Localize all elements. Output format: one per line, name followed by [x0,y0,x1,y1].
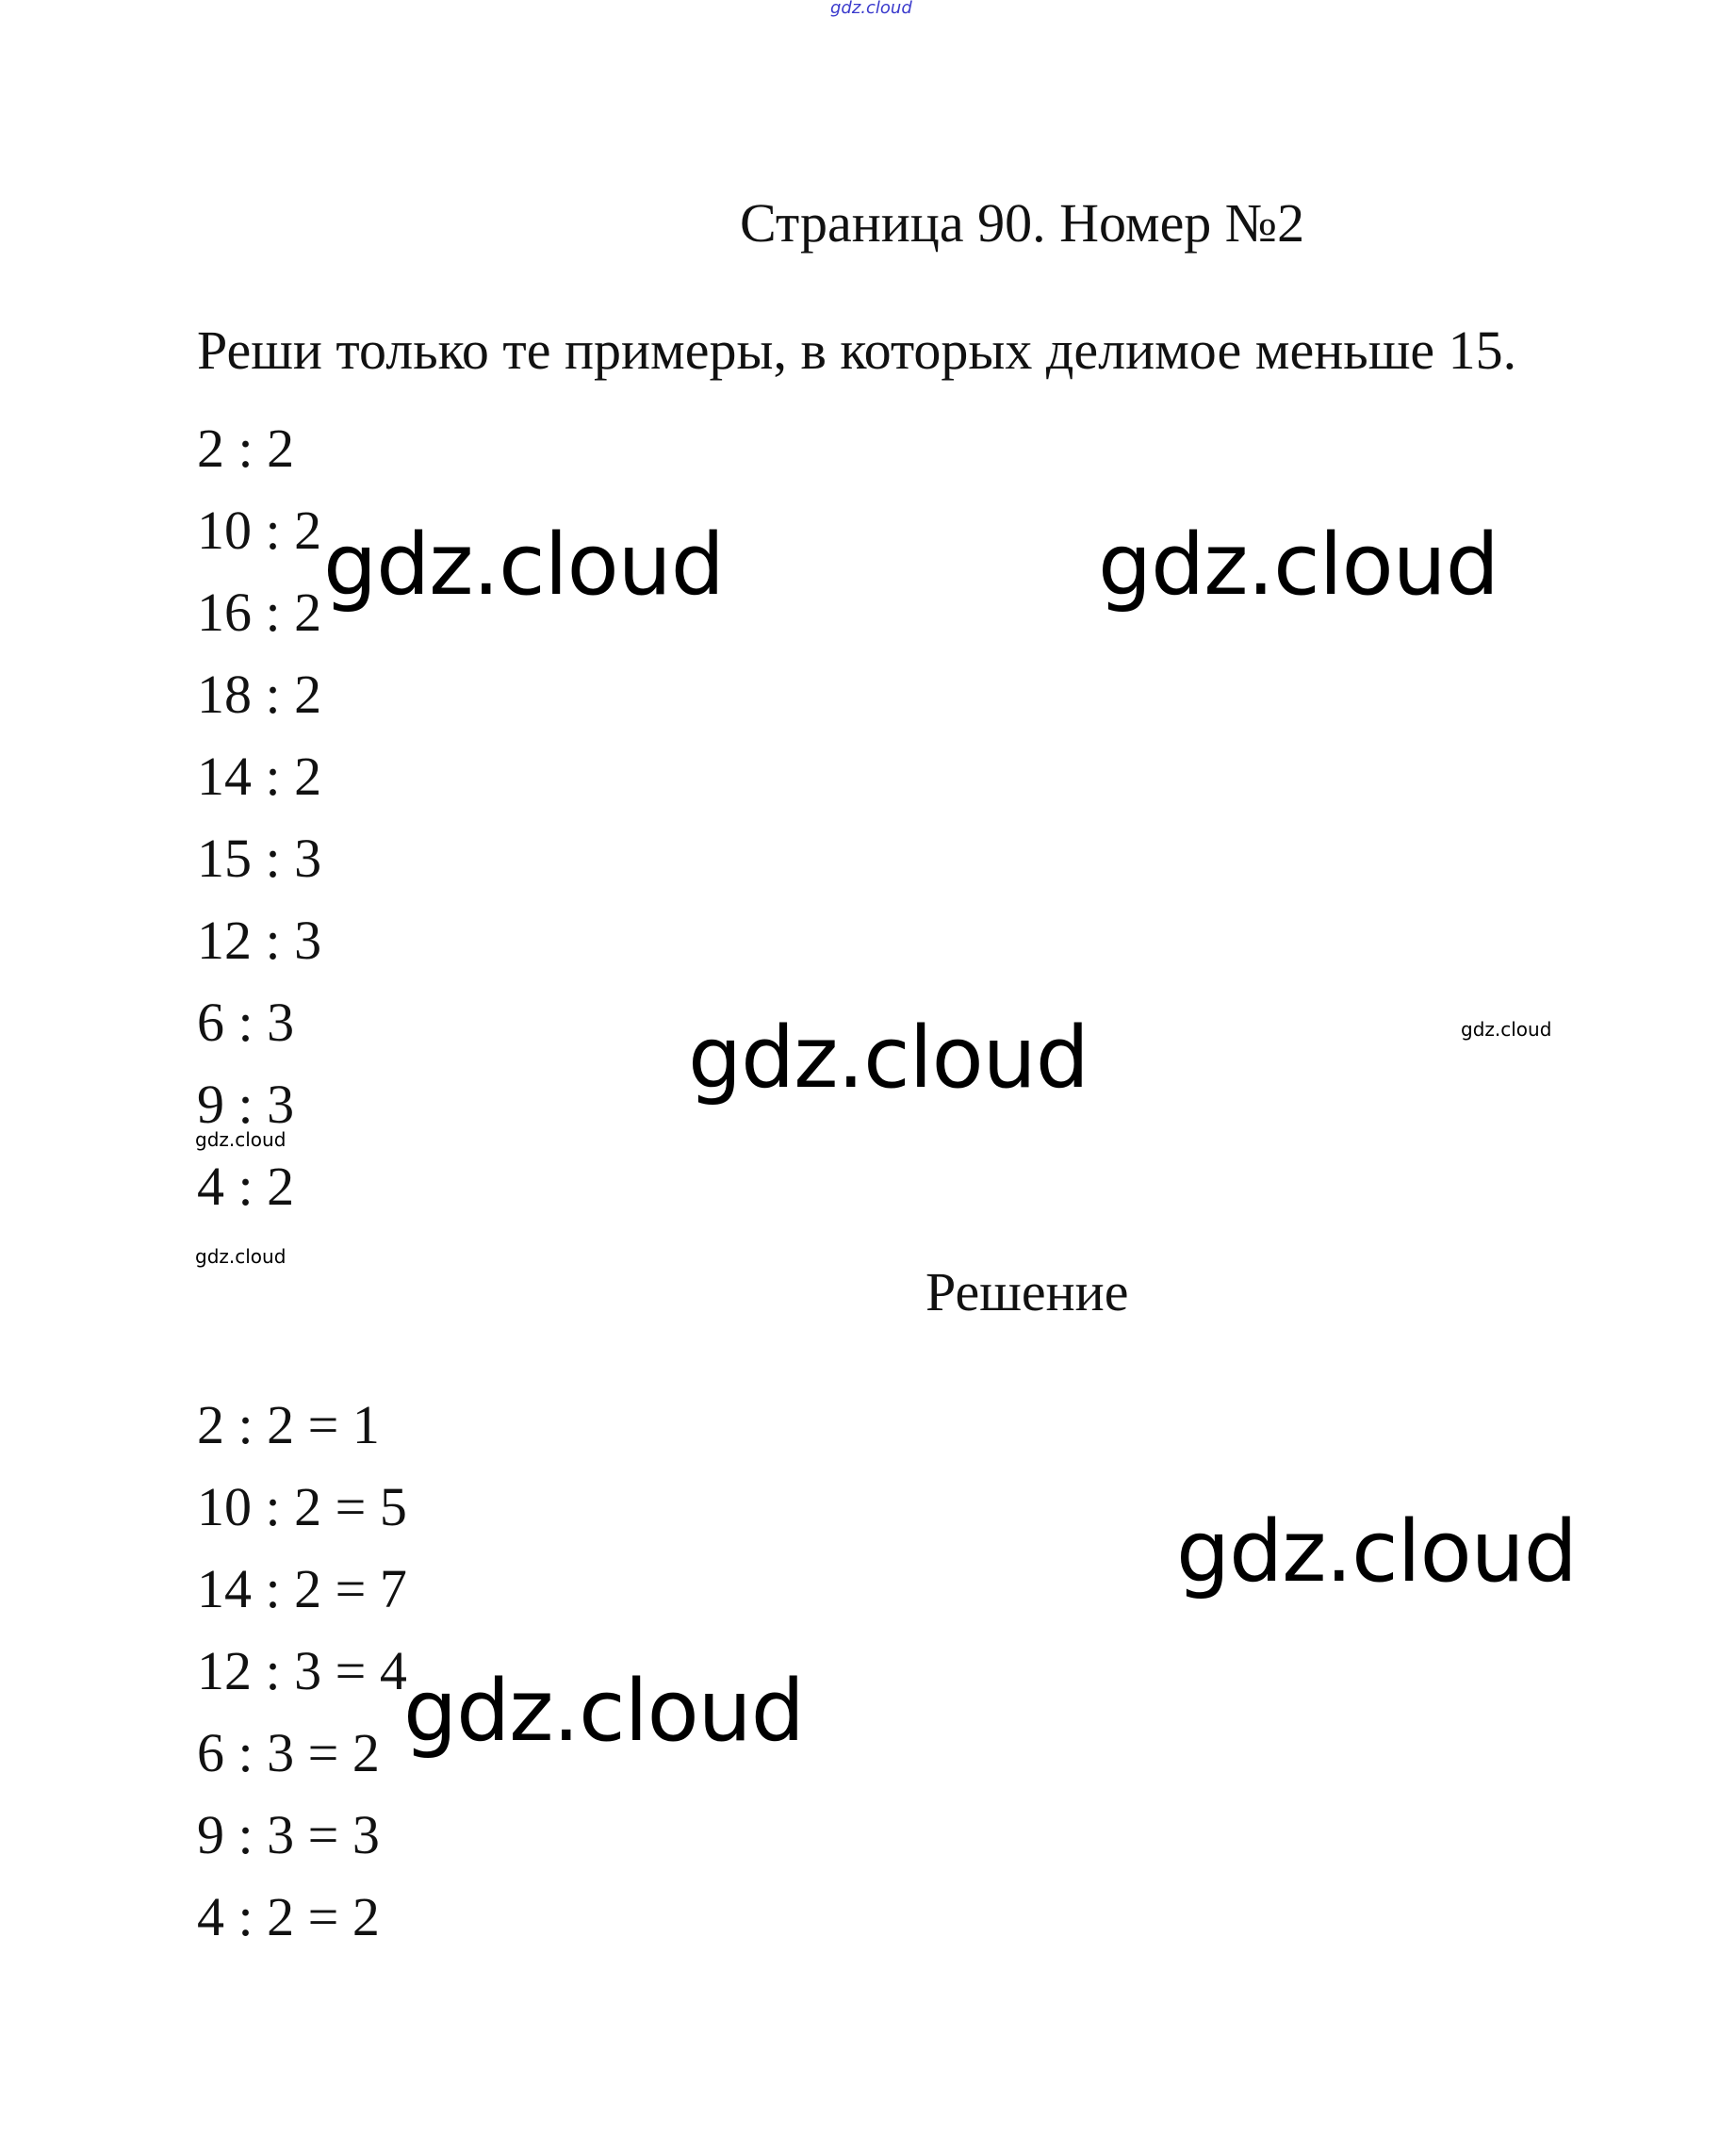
answer-item: 14 : 2 = 7 [197,1558,407,1619]
answer-item: 10 : 2 = 5 [197,1476,407,1537]
expression-item: 15 : 3 [197,828,322,889]
answer-item: 2 : 2 = 1 [197,1394,380,1455]
watermark: gdz.cloud [1176,1502,1577,1601]
watermark-top: gdz.cloud [830,0,912,18]
expression-item: 14 : 2 [197,746,322,807]
answer-item: 6 : 3 = 2 [197,1722,380,1783]
page-title: Страница 90. Номер №2 [740,192,1305,254]
watermark: gdz.cloud [1461,1018,1552,1041]
expression-item: 18 : 2 [197,664,322,725]
answer-list [197,1384,407,1958]
expression-item: 12 : 3 [197,910,322,971]
expression-item: 2 : 2 [197,418,295,479]
expression-item: 9 : 3 [197,1074,295,1135]
answer-item: 12 : 3 = 4 [197,1640,407,1701]
watermark: gdz.cloud [323,516,724,615]
watermark: gdz.cloud [195,1245,287,1268]
expression-item: 16 : 2 [197,582,322,643]
answer-item: 9 : 3 = 3 [197,1804,380,1865]
expression-list [197,407,321,1227]
watermark: gdz.cloud [1098,516,1499,615]
watermark: gdz.cloud [403,1662,804,1761]
watermark: gdz.cloud [195,1128,287,1151]
task-instruction: Реши только те примеры, в которых делимое меньше 15. [197,320,1517,381]
expression-item: 10 : 2 [197,500,322,561]
expression-item: 6 : 3 [197,992,295,1053]
answer-item: 4 : 2 = 2 [197,1886,380,1947]
solution-heading: Решение [925,1261,1129,1322]
expression-item: 4 : 2 [197,1156,295,1217]
watermark: gdz.cloud [688,1009,1089,1108]
